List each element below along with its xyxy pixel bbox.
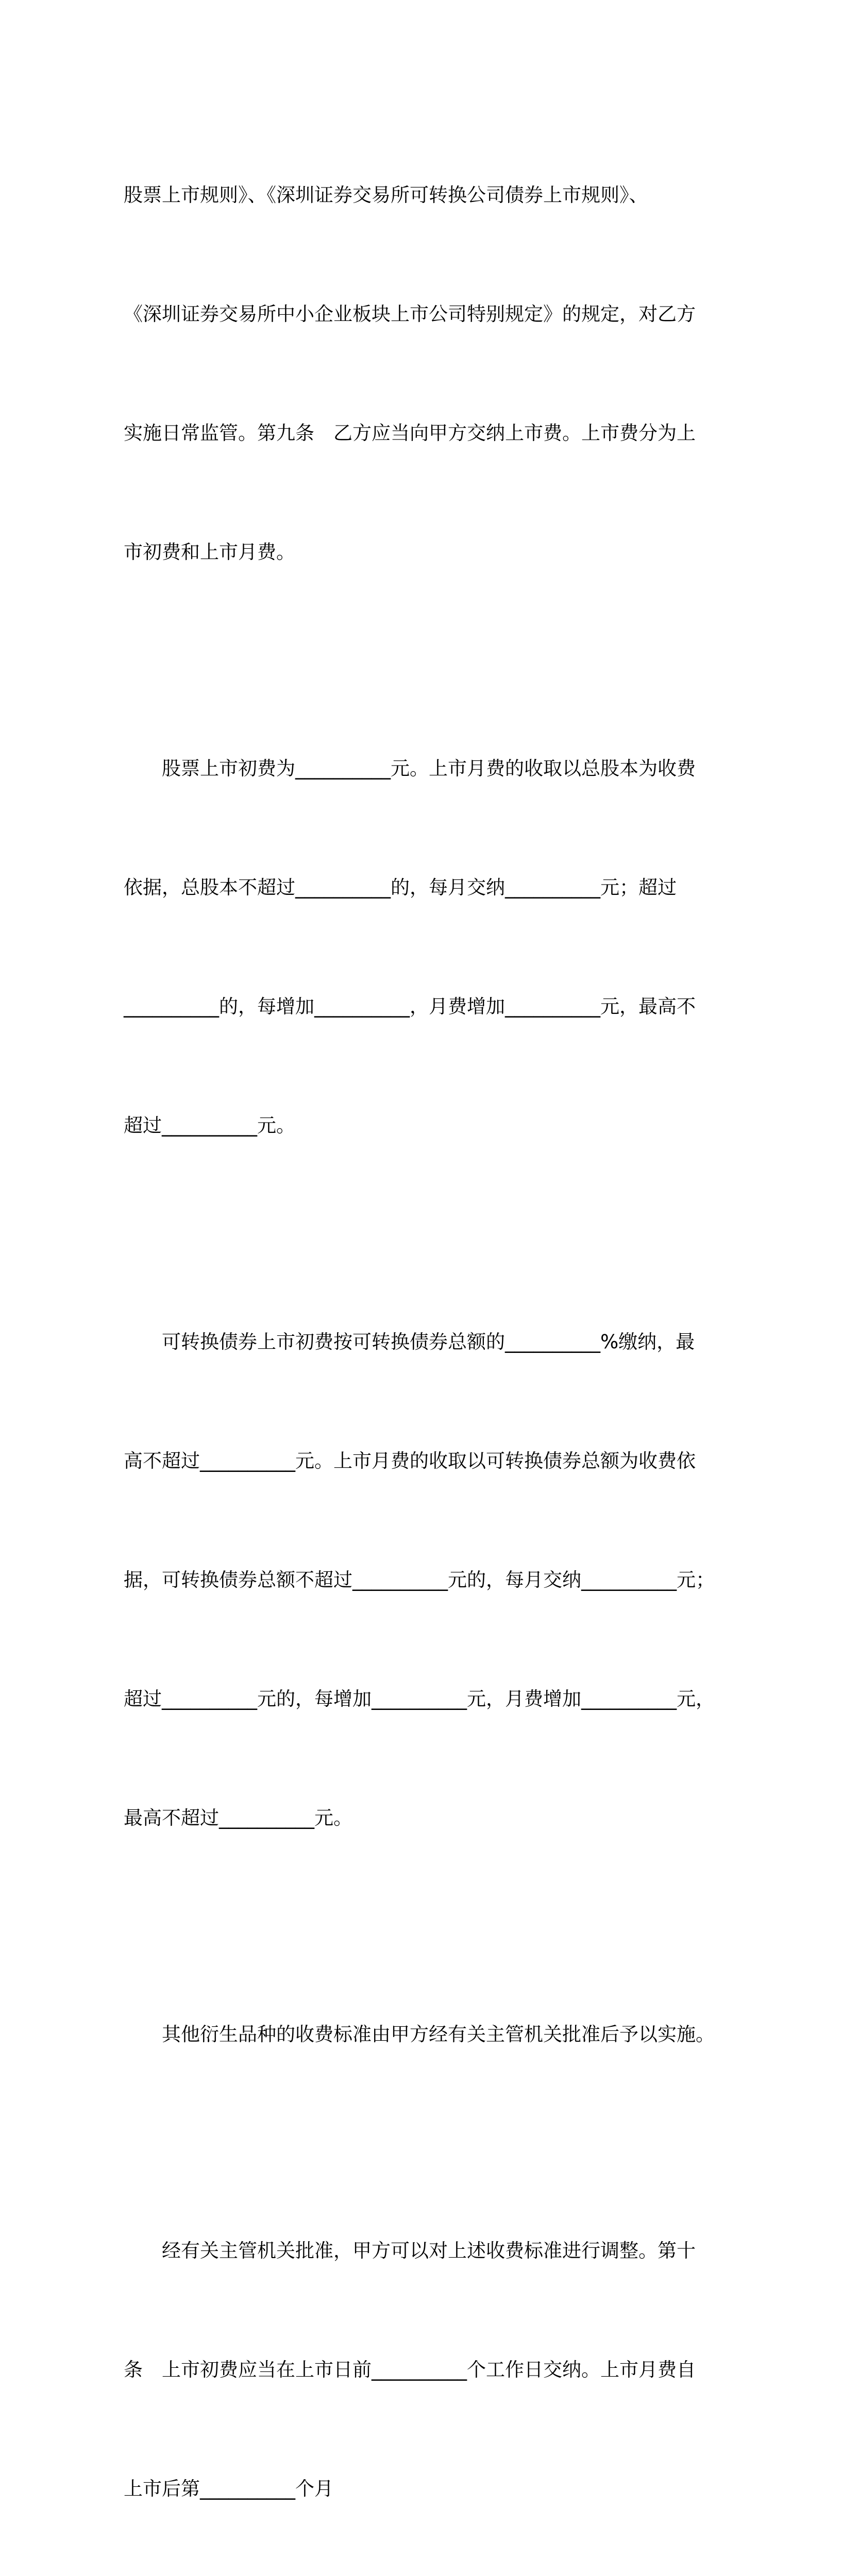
text-line: 上市后第__________个月 <box>124 2478 333 2500</box>
paragraph-convertible-bond-fee <box>124 1243 732 1917</box>
paragraph-stock-listing-fee <box>124 669 732 1225</box>
text-line: 股票上市初费为__________元。上市月费的收取以总股本为收费 <box>124 757 696 779</box>
text-line: 其他衍生品种的收费标准由甲方经有关主管机关批准后予以实施。 <box>124 2023 715 2045</box>
text-line: 实施日常监管。第九条 乙方应当向甲方交纳上市费。上市费分为上 <box>124 422 696 444</box>
text-line: 超过__________元。 <box>124 1114 295 1137</box>
text-line: 最高不超过__________元。 <box>124 1807 352 1829</box>
paragraph-fee-adjustment <box>124 2151 732 2576</box>
paragraph-derivatives-fee <box>124 1935 732 2133</box>
paragraph-regulations <box>124 96 732 651</box>
text-line: 市初费和上市月费。 <box>124 541 295 563</box>
text-line: 据，可转换债券总额不超过__________元的，每月交纳__________元； <box>124 1569 715 1591</box>
text-line: 超过__________元的，每增加__________元，月费增加__________元， <box>124 1688 715 1710</box>
text-line: 条 上市初费应当在上市日前__________个工作日交纳。上市月费自 <box>124 2359 696 2381</box>
text-line: 可转换债券上市初费按可转换债券总额的__________%缴纳，最 <box>124 1331 695 1353</box>
text-line: 经有关主管机关批准，甲方可以对上述收费标准进行调整。第十 <box>124 2240 696 2262</box>
text-line: 《深圳证券交易所中小企业板块上市公司特别规定》的规定，对乙方 <box>124 303 696 325</box>
text-line: 依据，总股本不超过__________的，每月交纳__________元；超过 <box>124 876 677 899</box>
text-line: 股票上市规则》、《深圳证券交易所可转换公司债券上市规则》、 <box>124 184 648 206</box>
text-line: 高不超过__________元。上市月费的收取以可转换债券总额为收费依 <box>124 1450 696 1472</box>
text-line: __________的，每增加__________，月费增加__________元，最高不 <box>124 995 696 1018</box>
document-body <box>124 96 732 2576</box>
